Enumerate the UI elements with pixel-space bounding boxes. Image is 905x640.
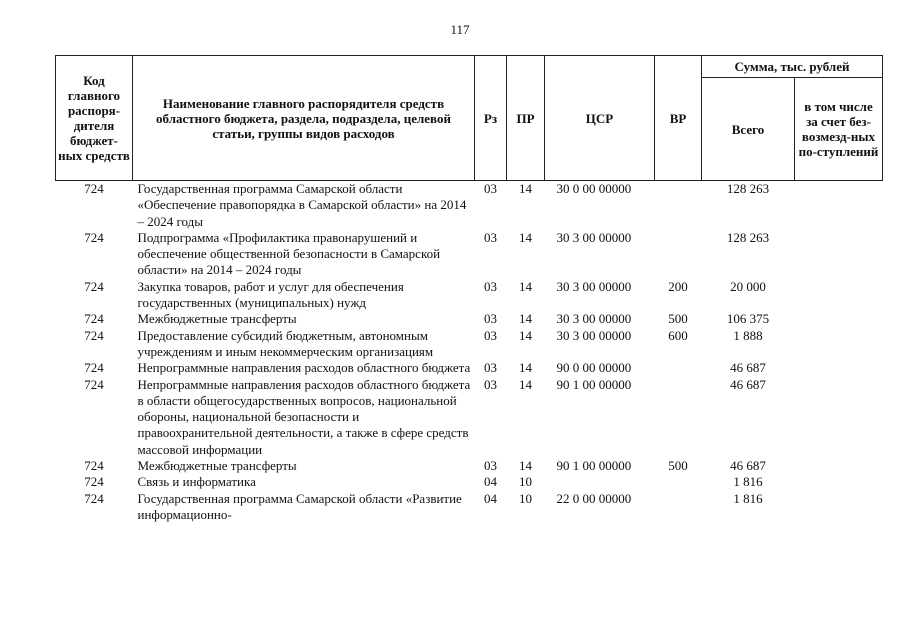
cell-vr: 600 (668, 327, 688, 343)
budget-table (55, 55, 883, 523)
cell-rz: 03 (484, 327, 497, 343)
header-vr: ВР (655, 56, 702, 181)
cell-code: 724 (84, 376, 104, 392)
cell-code: 724 (84, 490, 104, 506)
cell-csr: 90 1 00 00000 (556, 458, 632, 474)
table-row (56, 279, 883, 312)
cell-vr: 500 (668, 311, 688, 327)
cell-name: Подпрограмма «Профилактика правонарушений и обеспечение общественной безопасности в Самарской области» на 2014 – 2024 годы (137, 229, 441, 278)
cell-csr (545, 474, 655, 490)
cell-csr: 30 3 00 00000 (556, 311, 632, 327)
table-row (56, 230, 883, 279)
cell-pr: 14 (519, 278, 532, 294)
cell-csr: 30 0 00 00000 (556, 181, 632, 196)
cell-name: Непрограммные направления расходов областного бюджета (137, 360, 471, 376)
cell-name: Связь и информатика (137, 474, 256, 490)
cell-total: 46 687 (730, 376, 766, 392)
header-code: Код главного распоря-дителя бюджет-ных средств (56, 56, 133, 181)
cell-csr: 22 0 00 00000 (556, 490, 632, 506)
cell-name: Межбюджетные трансферты (137, 311, 297, 327)
header-csr: ЦСР (545, 56, 655, 181)
header-sum: Сумма, тыс. рублей (702, 56, 883, 78)
cell-incl (795, 279, 883, 312)
table-row (56, 181, 883, 230)
cell-pr: 14 (519, 229, 532, 245)
header-incl: в том числе за счет без-возмезд-ных по-ступлений (795, 78, 883, 181)
cell-name: Государственная программа Самарской области «Развитие информационно- (137, 490, 462, 522)
cell-code: 724 (84, 311, 104, 327)
cell-csr: 30 3 00 00000 (556, 229, 632, 245)
cell-pr: 14 (519, 327, 532, 343)
header-rz: Рз (475, 56, 507, 181)
table-row (56, 491, 883, 524)
cell-incl (795, 491, 883, 524)
cell-total: 46 687 (730, 360, 766, 376)
cell-total: 46 687 (730, 458, 766, 474)
page-number: 117 (450, 22, 470, 37)
cell-total: 128 263 (726, 229, 770, 245)
cell-name: Предоставление субсидий бюджетным, автономным учреждениям и иным некоммерческим организациям (137, 327, 434, 359)
header-name: Наименование главного распорядителя средств областного бюджета, раздела, подраздела, целевой статьи, группы видов расходов (133, 56, 475, 181)
cell-rz: 03 (484, 311, 497, 327)
cell-code: 724 (84, 327, 104, 343)
cell-code: 724 (84, 278, 104, 294)
cell-total: 128 263 (726, 181, 770, 196)
table-row (56, 377, 883, 458)
cell-name: Государственная программа Самарской области «Обеспечение правопорядка в Самарской области» на 2014 – 2024 годы (137, 181, 467, 229)
cell-incl (795, 377, 883, 458)
cell-vr: 500 (668, 458, 688, 474)
cell-pr: 10 (519, 490, 532, 506)
cell-name: Межбюджетные трансферты (137, 458, 297, 474)
cell-code: 724 (84, 181, 104, 196)
cell-name: Закупка товаров, работ и услуг для обеспечения государственных (муниципальных) нужд (137, 278, 404, 311)
table-body (56, 181, 883, 524)
cell-incl (795, 230, 883, 279)
cell-code: 724 (84, 458, 104, 474)
cell-code: 724 (84, 360, 104, 376)
cell-rz: 03 (484, 360, 497, 376)
cell-rz: 03 (484, 229, 497, 245)
table-header (56, 56, 883, 181)
table-row (56, 360, 883, 376)
cell-total: 1 816 (733, 474, 763, 490)
cell-rz: 03 (484, 376, 497, 392)
cell-pr: 14 (519, 360, 532, 376)
cell-pr: 10 (519, 474, 532, 490)
cell-vr (655, 474, 702, 490)
cell-csr: 90 0 00 00000 (556, 360, 632, 376)
header-total: Всего (702, 78, 795, 181)
cell-code: 724 (84, 229, 104, 245)
cell-incl (795, 458, 883, 474)
cell-name: Непрограммные направления расходов областного бюджета в области общегосударственных вопросов, национальной обороны, национальной безопасности и правоохранительной деятельности, а также в сфере средств массовой информации (137, 376, 471, 457)
cell-incl (795, 311, 883, 327)
table-row (56, 474, 883, 490)
cell-incl (795, 474, 883, 490)
cell-vr (655, 360, 702, 376)
cell-total: 106 375 (726, 311, 770, 327)
table-row (56, 458, 883, 474)
table-row (56, 311, 883, 327)
cell-vr (655, 377, 702, 458)
cell-vr (655, 230, 702, 279)
cell-rz: 03 (484, 458, 497, 474)
cell-csr: 30 3 00 00000 (556, 278, 632, 294)
cell-vr (655, 181, 702, 230)
cell-pr: 14 (519, 458, 532, 474)
cell-incl (795, 328, 883, 361)
table-row (56, 328, 883, 361)
cell-rz: 03 (484, 181, 497, 196)
cell-incl (795, 181, 883, 230)
cell-vr: 200 (668, 278, 688, 294)
cell-rz: 03 (484, 278, 497, 294)
cell-csr: 30 3 00 00000 (556, 327, 632, 343)
cell-total: 1 888 (733, 327, 763, 343)
cell-code: 724 (84, 474, 104, 490)
header-pr: ПР (507, 56, 545, 181)
cell-pr: 14 (519, 181, 532, 196)
cell-pr: 14 (519, 376, 532, 392)
cell-vr (655, 491, 702, 524)
cell-pr: 14 (519, 311, 532, 327)
cell-incl (795, 360, 883, 376)
cell-rz: 04 (484, 474, 497, 490)
cell-total: 20 000 (730, 278, 766, 294)
cell-csr: 90 1 00 00000 (556, 376, 632, 392)
cell-rz: 04 (484, 490, 497, 506)
cell-total: 1 816 (733, 490, 763, 506)
